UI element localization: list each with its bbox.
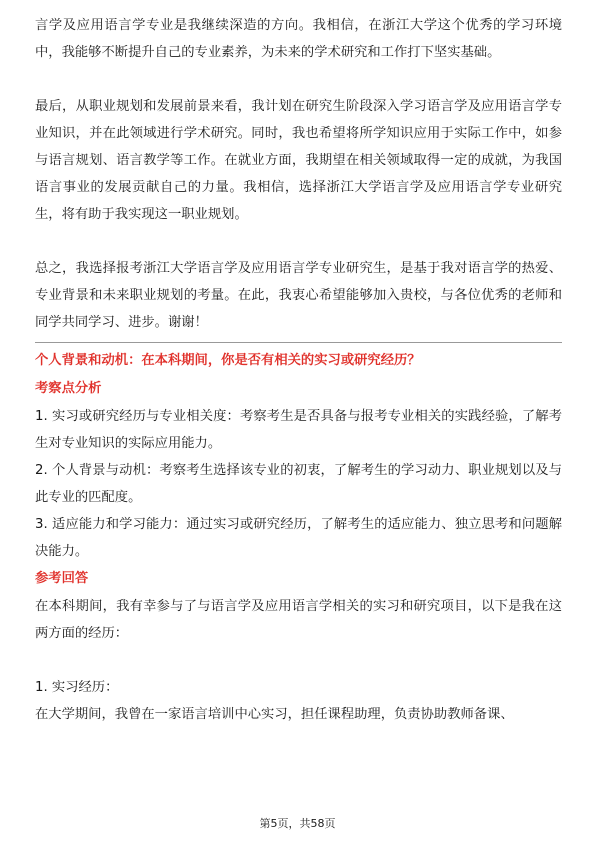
analysis-title: 考察点分析 — [35, 381, 102, 396]
intro-paragraph-3: 总之，我选择报考浙江大学语言学及应用语言学专业研究生，是基于我对语言学的热爱、专业背景和未来职业规划的考量。在此，我衷心希望能够加入贵校，与各位优秀的老师和同学共同学习、进步。谢谢！ — [35, 261, 562, 330]
paragraph-gap — [35, 228, 562, 255]
answer-intro: 在本科期间，我有幸参与了与语言学及应用语言学相关的实习和研究项目，以下是我在这两方面的经历： — [35, 599, 562, 641]
paragraph-gap — [35, 647, 562, 674]
interview-question: 个人背景和动机：在本科期间，你是否有相关的实习或研究经历？ — [35, 353, 421, 368]
answer-title: 参考回答 — [35, 571, 89, 586]
intro-paragraph-2: 最后，从职业规划和发展前景来看，我计划在研究生阶段深入学习语言学及应用语言学专业知识，并在此领域进行学术研究。同时，我也希望将所学知识应用于实际工作中，如参与语言规划、语言教学等工作。在就业方面，我期望在相关领域取得一定的成就，为我国语言事业的发展贡献自己的力量。我相信，选择浙江大学语言学及应用语言学专业研究生，将有助于我实现这一职业规划。 — [35, 99, 562, 222]
page-content — [35, 12, 562, 728]
analysis-item-1: 1. 实习或研究经历与专业相关度：考察考生是否具备与报考专业相关的实践经验，了解考生对专业知识的实际应用能力。 — [35, 409, 562, 451]
intro-paragraph-1: 言学及应用语言学专业是我继续深造的方向。我相信，在浙江大学这个优秀的学习环境中，我能够不断提升自己的专业素养，为未来的学术研究和工作打下坚实基础。 — [35, 18, 562, 60]
analysis-item-3: 3. 适应能力和学习能力：通过实习或研究经历，了解考生的适应能力、独立思考和问题解决能力。 — [35, 517, 562, 559]
section-divider — [35, 342, 562, 343]
page-number-footer: 第5页，共58页 — [259, 817, 336, 830]
answer-body: 在大学期间，我曾在一家语言培训中心实习，担任课程助理，负责协助教师备课、 — [35, 707, 514, 722]
answer-subheading: 1. 实习经历： — [35, 680, 119, 695]
analysis-item-2: 2. 个人背景与动机：考察考生选择该专业的初衷，了解考生的学习动力、职业规划以及与此专业的匹配度。 — [35, 463, 562, 505]
paragraph-gap — [35, 66, 562, 93]
